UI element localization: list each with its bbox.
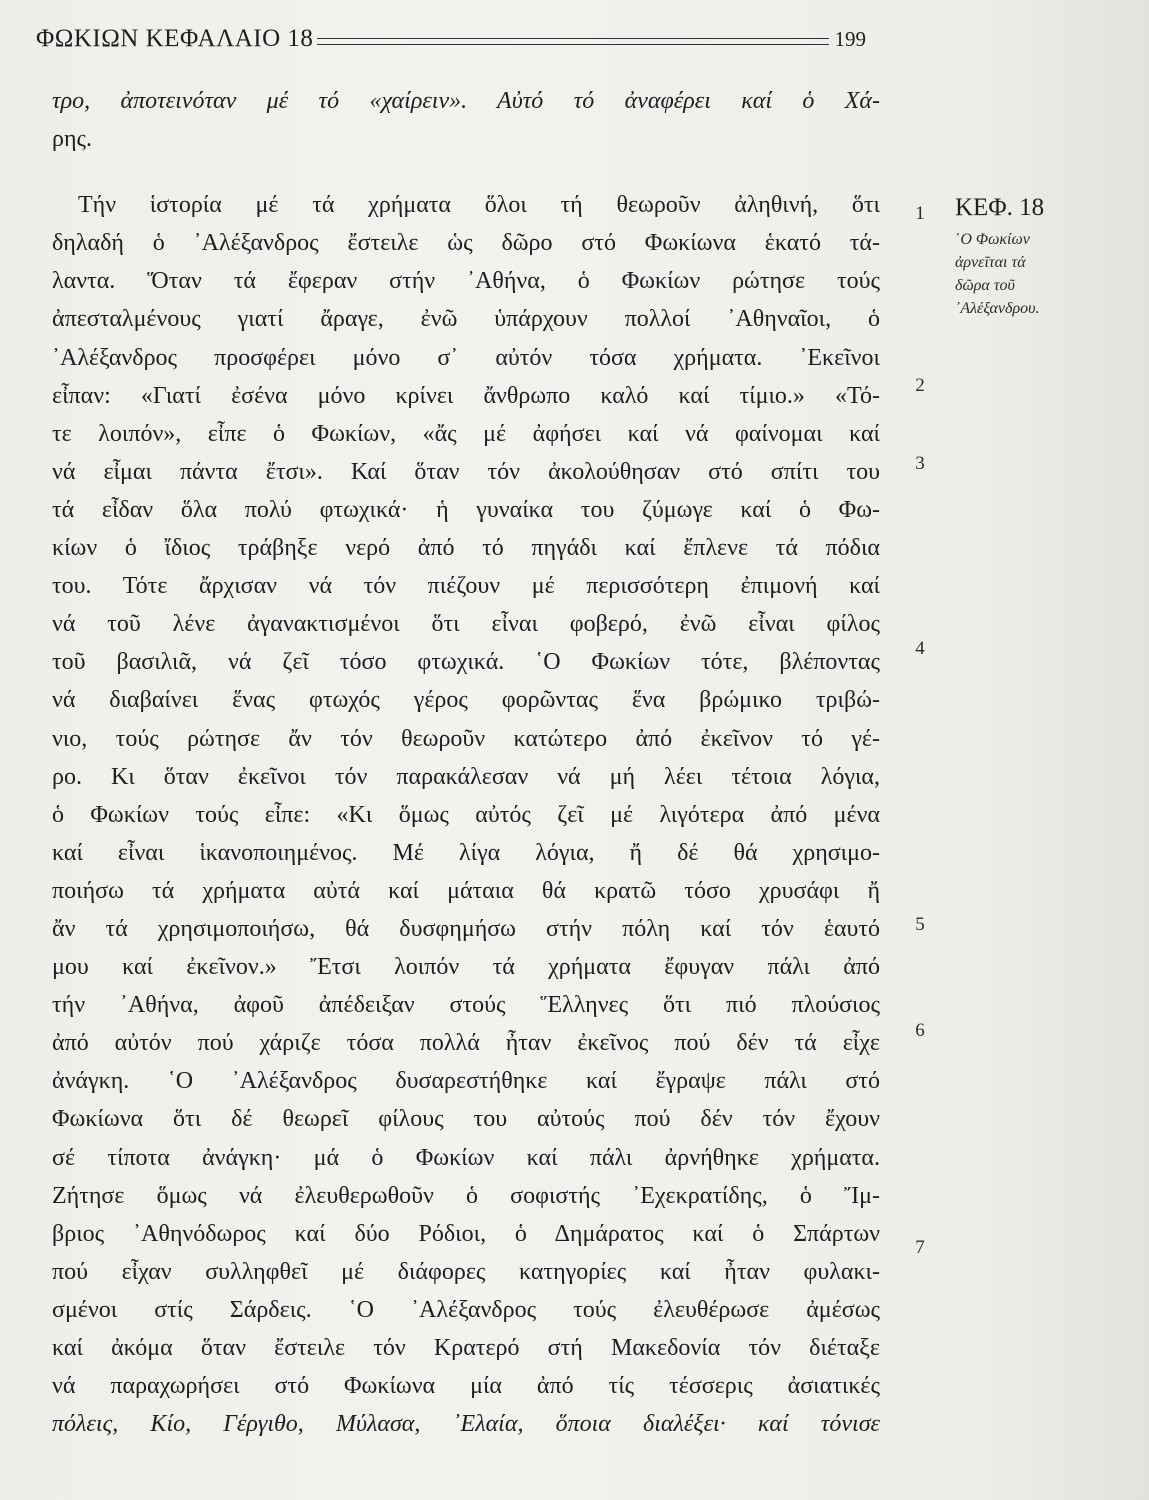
text-line: ρης.: [52, 126, 93, 153]
section-number: 6: [915, 1020, 925, 1041]
text-line: καί εἶναι ἱκανοποιημένος. Μέ λίγα λόγια, ἤ δέ θά χρησιμο-: [52, 839, 880, 866]
text-line: κίων ὁ ἴδιος τράβηξε νερό ἀπό τό πηγάδι καί ἔπλενε τά πόδια: [52, 535, 880, 562]
text-line: νιο, τούς ρώτησε ἄν τόν θεωροῦν κατώτερο ἀπό ἐκεῖνον τό γέ-: [52, 725, 880, 752]
text-line: ἀπό αὐτόν πού χάριζε τόσα πολλά ἦταν ἐκεῖνος πού δέν τά εἶχε: [52, 1030, 880, 1057]
margin-note-line: ἀρνεῖται τά: [955, 254, 1026, 271]
text-line: σμένοι στίς Σάρδεις. ῾Ο ᾿Αλέξανδρος τούς ἐλευθέρωσε ἀμέσως: [52, 1296, 880, 1323]
text-line: Φωκίωνα ὅτι δέ θεωρεῖ φίλους του αὐτούς πού δέν τόν ἔχουν: [52, 1106, 880, 1133]
section-number: 4: [915, 638, 925, 659]
margin-note: [955, 194, 1135, 320]
text-line: Ζήτησε ὅμως νά ἐλευθερωθοῦν ὁ σοφιστής ᾿Εχεκρατίδης, ὁ Ἴμ-: [52, 1182, 880, 1209]
chapter-title: ΦΩΚΙΩΝ ΚΕΦΑΛΑΙΟ 18: [36, 25, 314, 52]
text-line: ρο. Κι ὅταν ἐκεῖνοι τόν παρακάλεσαν νά μή λέει τέτοια λόγια,: [52, 763, 880, 790]
paragraph-start-line: Τήν ἱστορία μέ τά χρήματα ὅλοι τή θεωροῦν ἀληθινή, ὅτι: [78, 192, 880, 219]
text-line: ᾿Αλέξανδρος προσφέρει μόνο σ᾿ αὐτόν τόσα χρήματα. ᾿Εκεῖνοι: [52, 344, 880, 371]
text-line: τήν ᾿Αθήνα, ἀφοῦ ἀπέδειξαν στούς Ἕλληνες ὅτι πιό πλούσιος: [52, 992, 880, 1019]
text-line: ἀνάγκη. ῾Ο ᾿Αλέξανδρος δυσαρεστήθηκε καί ἔγραψε πάλι στό: [52, 1068, 880, 1095]
text-line: νά παραχωρήσει στό Φωκίωνα μία ἀπό τίς τέσσερις ἀσιατικές: [52, 1373, 880, 1400]
text-line: σέ τίποτα ἀνάγκη· μά ὁ Φωκίων καί πάλι ἀρνήθηκε χρήματα.: [52, 1144, 880, 1171]
text-line: ἄν τά χρησιμοποιήσω, θά δυσφημήσω στήν πόλη καί τόν ἑαυτό: [52, 915, 880, 942]
text-line: ἀπεσταλμένους γιατί ἄραγε, ἐνῶ ὑπάρχουν πολλοί ᾿Αθηναῖοι, ὁ: [52, 306, 880, 333]
margin-note-line: ᾿Αλέξανδρου.: [955, 300, 1040, 317]
text-line: εἶπαν: «Γιατί ἐσένα μόνο κρίνει ἄνθρωπο καλό καί τίμιο.» «Τό-: [52, 382, 880, 409]
text-line: ὁ Φωκίων τούς εἶπε: «Κι ὅμως αὐτός ζεῖ μέ λιγότερα ἀπό μένα: [52, 801, 880, 828]
text-line: τε λοιπόν», εἶπε ὁ Φωκίων, «ἄς μέ ἀφήσει καί νά φαίνομαι καί: [52, 420, 880, 447]
text-line: νά διαβαίνει ἕνας φτωχός γέρος φορῶντας ἕνα βρώμικο τριβώ-: [52, 687, 880, 714]
text-line: βριος ᾿Αθηνόδωρος καί δύο Ρόδιοι, ὁ Δημάρατος καί ὁ Σπάρτων: [52, 1220, 880, 1247]
section-number: 2: [915, 375, 925, 396]
margin-note-heading: ΚΕΦ. 18: [955, 194, 1045, 221]
section-number: 5: [915, 914, 925, 935]
running-head: [36, 22, 866, 56]
margin-note-line: δῶρα τοῦ: [955, 277, 1015, 294]
text-line: τά εἶδαν ὅλα πολύ φτωχικά· ἡ γυναίκα του ζύμωγε καί ὁ Φω-: [52, 496, 880, 523]
text-line: καί ἀκόμα ὅταν ἔστειλε τόν Κρατερό στή Μακεδονία τόν διέταξε: [52, 1335, 880, 1361]
text-line: τρο, ἀποτεινόταν μέ τό «χαίρειν». Αὐτό τό ἀναφέρει καί ὁ Χά-: [52, 88, 880, 114]
section-number: 1: [915, 203, 925, 224]
text-line: λαντα. Ὅταν τά ἔφεραν στήν ᾿Αθήνα, ὁ Φωκίων ρώτησε τούς: [52, 268, 880, 295]
text-line: μου καί ἐκεῖνον.» Ἔτσι λοιπόν τά χρήματα ἔφυγαν πάλι ἀπό: [52, 954, 880, 981]
text-line: τοῦ βασιλιᾶ, νά ζεῖ τόσο φτωχικά. ῾Ο Φωκίων τότε, βλέποντας: [52, 649, 880, 676]
page-number: 199: [834, 26, 866, 51]
section-number: 3: [915, 453, 925, 474]
text-line: νά τοῦ λένε ἀγανακτισμένοι ὅτι εἶναι φοβερό, ἐνῶ εἶναι φίλος: [52, 611, 880, 638]
text-line: πόλεις, Κίο, Γέργιθο, Μύλασα, ᾿Ελαία, ὅποια διαλέξει· καί τόνισε: [52, 1411, 880, 1438]
text-line: δηλαδή ὁ ᾿Αλέξανδρος ἔστειλε ὡς δῶρο στό Φωκίωνα ἑκατό τά-: [52, 230, 880, 257]
text-line: νά εἶμαι πάντα ἔτσι». Καί ὅταν τόν ἀκολούθησαν στό σπίτι του: [52, 458, 880, 485]
text-line: ποιήσω τά χρήματα αὐτά καί μάταια θά κρατῶ τόσο χρυσάφι ἤ: [52, 877, 880, 904]
text-line: του. Τότε ἄρχισαν νά τόν πιέζουν μέ περισσότερη ἐπιμονή καί: [52, 573, 880, 600]
section-number: 7: [915, 1237, 925, 1258]
text-line: πού εἶχαν συλληφθεῖ μέ διάφορες κατηγορίες καί ἦταν φυλακι-: [52, 1258, 880, 1285]
margin-note-line: ῾Ο Φωκίων: [955, 231, 1030, 248]
header-rule: [317, 38, 828, 45]
body-text: [52, 82, 880, 1443]
